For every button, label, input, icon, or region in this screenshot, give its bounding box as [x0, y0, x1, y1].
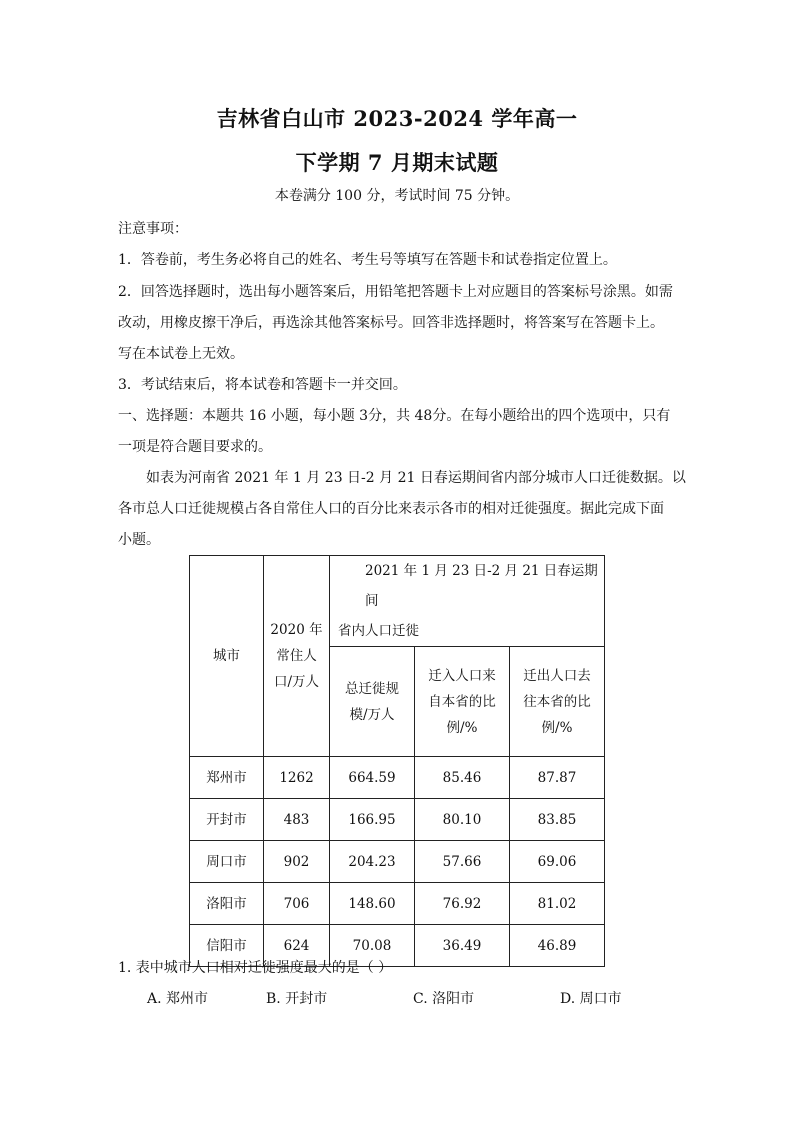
header-population: 2020 年 常住人 口/万人 — [264, 556, 330, 757]
cell-total: 166.95 — [330, 799, 415, 841]
table-row — [190, 757, 605, 799]
cell-outflow: 83.85 — [510, 799, 605, 841]
cell-inflow: 76.92 — [415, 883, 510, 925]
header-total-migration: 总迁徙规 模/万人 — [330, 647, 415, 757]
notes-heading: 注意事项： — [118, 221, 188, 237]
cell-population: 902 — [264, 841, 330, 883]
cell-outflow: 69.06 — [510, 841, 605, 883]
cell-inflow: 36.49 — [415, 925, 510, 967]
paper-title-line-1: 吉林省白山市 2023-2024 学年高一 — [216, 106, 578, 131]
cell-total: 204.23 — [330, 841, 415, 883]
cell-total: 70.08 — [330, 925, 415, 967]
header-outflow-ratio: 迁出人口去 往本省的比 例/% — [510, 647, 605, 757]
cell-outflow: 87.87 — [510, 757, 605, 799]
cell-inflow: 57.66 — [415, 841, 510, 883]
header-city: 城市 — [190, 556, 264, 757]
cell-city: 信阳市 — [190, 925, 264, 967]
cell-population: 624 — [264, 925, 330, 967]
cell-total: 664.59 — [330, 757, 415, 799]
paper-title-line-2: 下学期 7 月期末试题 — [295, 150, 499, 175]
intro-line-1: 如表为河南省 2021 年 1 月 23 日-2 月 21 日春运期间省内部分城市人口迁徙数据。以 — [146, 470, 686, 486]
note-1: 1．答卷前，考生务必将自己的姓名、考生号等填写在答题卡和试卷指定位置上。 — [118, 252, 617, 268]
option-a[interactable]: A. 郑州市 — [147, 991, 209, 1007]
cell-city: 开封市 — [190, 799, 264, 841]
note-3: 3．考试结束后，将本试卷和答题卡一并交回。 — [118, 377, 407, 393]
header-inflow-ratio: 迁入人口来 自本省的比 例/% — [415, 647, 510, 757]
note-2-line-1: 2．回答选择题时，选出每小题答案后，用铅笔把答题卡上对应题目的答案标号涂黑。如需 — [118, 284, 673, 300]
cell-population: 483 — [264, 799, 330, 841]
option-c[interactable]: C. 洛阳市 — [413, 991, 475, 1007]
note-2-line-2: 改动，用橡皮擦干净后，再选涂其他答案标号。回答非选择题时，将答案写在答题卡上。 — [118, 315, 664, 331]
section-heading-line-1: 一、选择题：本题共 16 小题，每小题 3分，共 48分。在每小题给出的四个选项中，只有 — [118, 408, 671, 424]
note-2-line-3: 写在本试卷上无效。 — [118, 346, 244, 362]
table-row — [190, 883, 605, 925]
option-d[interactable]: D. 周口市 — [560, 991, 622, 1007]
cell-total: 148.60 — [330, 883, 415, 925]
cell-city: 周口市 — [190, 841, 264, 883]
intro-line-2: 各市总人口迁徙规模占各自常住人口的百分比来表示各市的相对迁徙强度。据此完成下面 — [118, 501, 664, 517]
paper-subtitle: 本卷满分 100 分，考试时间 75 分钟。 — [274, 188, 520, 204]
migration-data-table — [189, 555, 605, 967]
cell-city: 洛阳市 — [190, 883, 264, 925]
question-1-stem: 1. 表中城市人口相对迁徙强度最大的是（ ） — [118, 960, 393, 976]
cell-population: 1262 — [264, 757, 330, 799]
header-migration-group: 2021 年 1 月 23 日-2 月 21 日春运期间 省内人口迁徙 — [330, 556, 605, 647]
option-b[interactable]: B. 开封市 — [266, 991, 328, 1007]
section-heading-line-2: 一项是符合题目要求的。 — [118, 439, 272, 455]
cell-inflow: 85.46 — [415, 757, 510, 799]
intro-line-3: 小题。 — [118, 532, 160, 548]
cell-outflow: 46.89 — [510, 925, 605, 967]
table-row — [190, 799, 605, 841]
cell-population: 706 — [264, 883, 330, 925]
table-row — [190, 841, 605, 883]
cell-city: 郑州市 — [190, 757, 264, 799]
cell-inflow: 80.10 — [415, 799, 510, 841]
cell-outflow: 81.02 — [510, 883, 605, 925]
